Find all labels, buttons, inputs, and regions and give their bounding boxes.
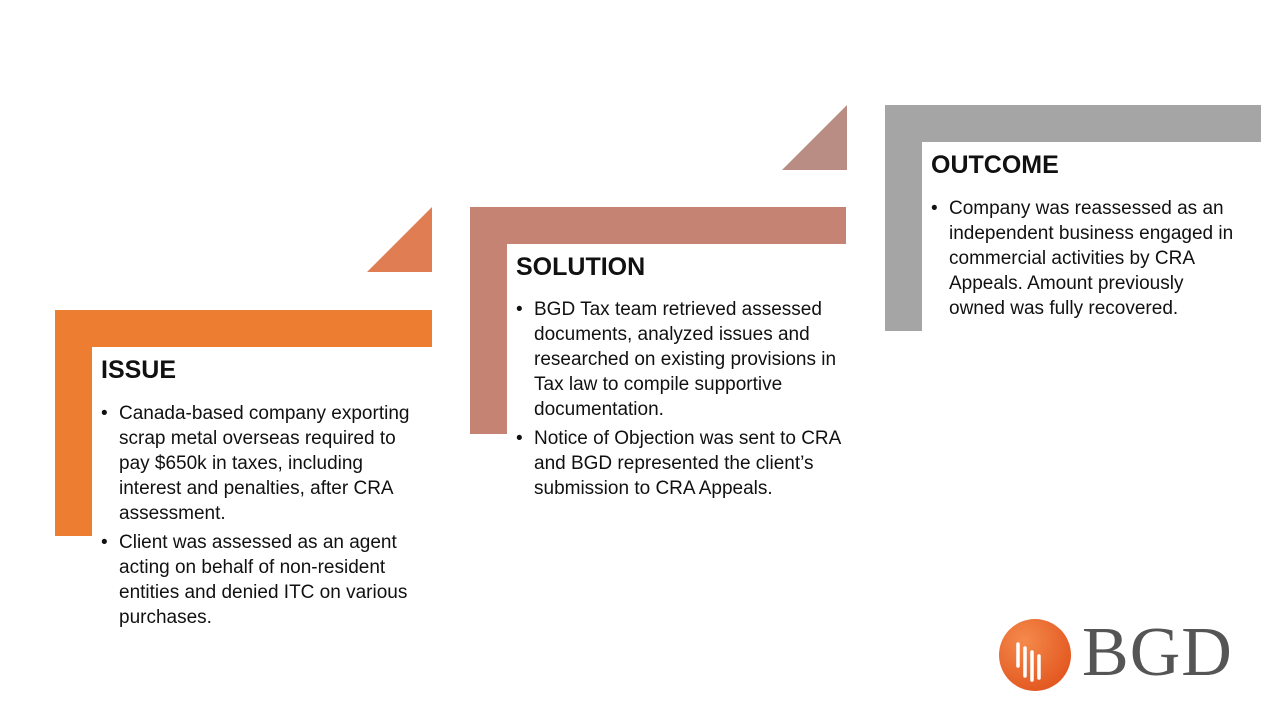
solution-heading: SOLUTION <box>516 253 646 281</box>
issue-arrow-triangle <box>367 207 432 272</box>
issue-top-bar <box>55 310 432 347</box>
issue-bullet-1: • Canada-based company exporting scrap metal overseas required to pay $650k in taxes, including interest and penalties, after CRA assessment. <box>101 401 423 526</box>
bgd-logo <box>998 615 1238 693</box>
solution-arrow-triangle <box>782 105 847 170</box>
solution-side-bar <box>470 207 507 434</box>
issue-heading: ISSUE <box>101 356 177 384</box>
outcome-side-bar <box>885 105 922 331</box>
solution-top-bar <box>470 207 846 244</box>
outcome-top-bar <box>885 105 1261 142</box>
solution-bullets <box>516 297 841 505</box>
solution-bullet-2: • Notice of Objection was sent to CRA and BGD represented the client’s submission to CRA Appeals. <box>516 426 841 501</box>
issue-side-bar <box>55 310 92 536</box>
issue-bullet-2: • Client was assessed as an agent acting on behalf of non-resident entities and denied ITC on various purchases. <box>101 530 423 630</box>
outcome-bullets <box>931 196 1243 325</box>
outcome-heading: OUTCOME <box>931 151 1059 179</box>
solution-bullet-1: • BGD Tax team retrieved assessed documents, analyzed issues and researched on existing provisions in Tax law to compile supportive documentation. <box>516 297 841 422</box>
bgd-logo-mark-icon <box>998 618 1072 692</box>
outcome-bullet-1: • Company was reassessed as an independent business engaged in commercial activities by CRA Appeals. Amount previously owned was fully recovered. <box>931 196 1243 321</box>
issue-bullets <box>101 401 423 634</box>
bgd-logo-text: BGD <box>1082 614 1233 691</box>
